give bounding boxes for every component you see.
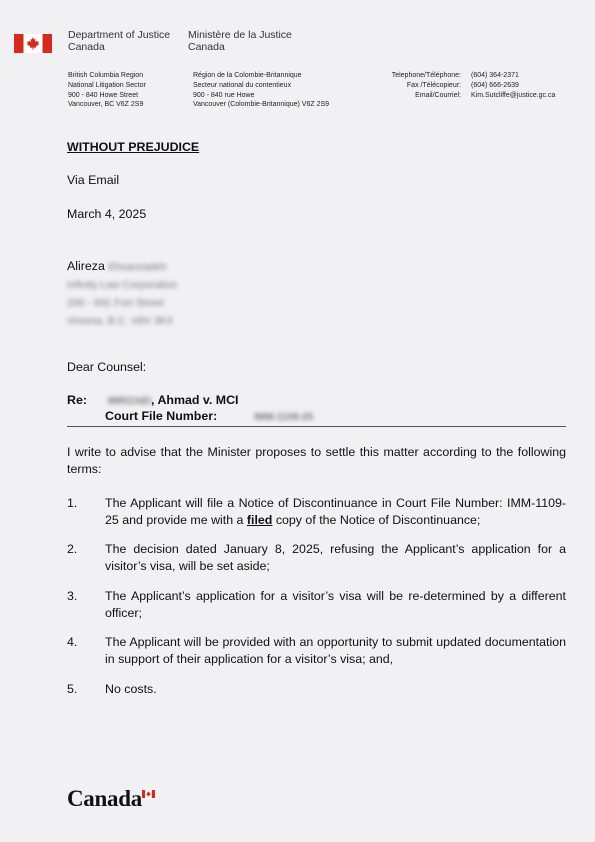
term-3: The Applicant’s application for a visitor’s visa will be re-determined by a different officer; [105, 589, 566, 620]
re-line: Re: MIRZAEI, Ahmad v. MCI [67, 393, 239, 407]
recipient-surname-redacted: Ehsanzadeh [108, 261, 167, 273]
court-file-number-redacted: IMM-1109-25 [254, 412, 314, 423]
term-number: 1. [67, 496, 78, 510]
phone-number: (604) 364-2371 [471, 72, 519, 79]
letter-date: March 4, 2025 [67, 207, 147, 221]
department-name-en: Department of Justice Canada [68, 29, 171, 53]
term-number: 5. [67, 682, 78, 696]
contact-values [471, 71, 555, 100]
contact-labels: Telephone/Téléphone: Fax /Télécopieur: Email/Courriel: [391, 72, 461, 99]
re-divider [67, 426, 566, 427]
delivery-method: Via Email [67, 173, 120, 187]
recipient-name: Alireza [67, 259, 105, 273]
recipient-street-redacted: 200 - 931 Fort Street [67, 297, 164, 309]
recipient-block [67, 257, 177, 330]
case-style: , Ahmad v. MCI [151, 393, 239, 407]
recipient-firm-redacted: Infinity Law Corporation [67, 279, 178, 291]
term-number: 3. [67, 589, 78, 603]
address-fr: Région de la Colombie-Britannique Secteur national du contentieux 900 - 840 rue Howe Vancouver (Colombie-Britannique) V6Z 2S9 [193, 72, 330, 109]
email-address: Kim.Sutcliffe@justice.gc.ca [471, 91, 556, 99]
term-5: No costs. [105, 682, 157, 696]
court-file-line: Court File Number: IMM-1109-25 [105, 409, 314, 423]
canada-wordmark: Canada [67, 786, 142, 811]
party-name-redacted: MIRZAEI [107, 395, 152, 407]
term-number: 2. [67, 542, 78, 556]
department-name-fr: Ministère de la Justice Canada [188, 29, 292, 53]
address-en: British Columbia Region National Litigation Sector 900 - 840 Howe Street Vancouver, BC V6Z 2S9 [68, 72, 146, 109]
fax-number: (604) 666-2639 [471, 81, 519, 89]
term-4: The Applicant will be provided with an opportunity to submit updated documentation in support of their application for a visitor’s visa; and, [105, 635, 566, 666]
without-prejudice-heading: WITHOUT PREJUDICE [67, 140, 200, 154]
canada-wordmark-flag-icon [142, 790, 155, 798]
intro-paragraph: I write to advise that the Minister proposes to settle this matter according to the following terms: [67, 445, 566, 476]
term-1: The Applicant will file a Notice of Discontinuance in Court File Number: IMM-1109-25 and provide me with a filed copy of the Notice of Discontinuance; [105, 496, 566, 527]
salutation: Dear Counsel: [67, 360, 147, 374]
term-2: The decision dated January 8, 2025, refusing the Applicant’s application for a visitor’s visa, will be set aside; [105, 542, 566, 573]
canada-flag-icon [14, 34, 52, 53]
term-number: 4. [67, 635, 78, 649]
recipient-city-redacted: Victoria, B.C. V8V 3K3 [67, 315, 173, 327]
